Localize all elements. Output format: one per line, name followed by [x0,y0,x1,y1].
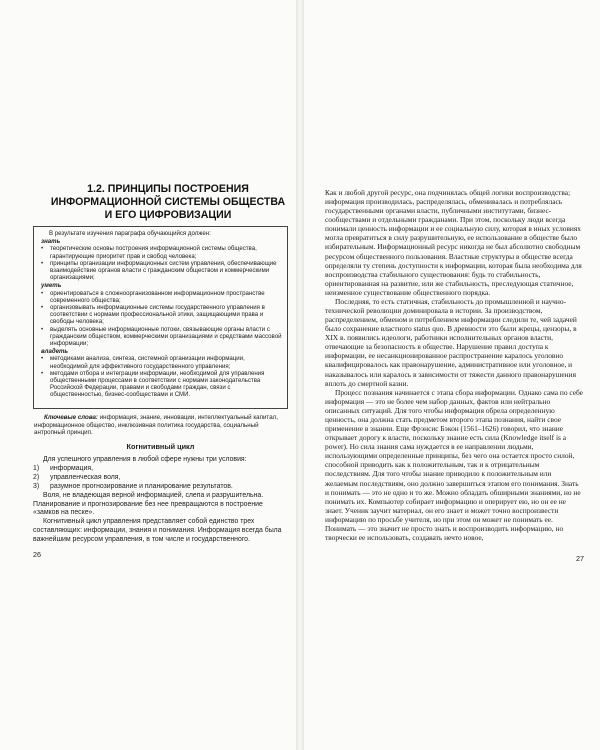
bullet-icon: • [41,289,44,297]
bullet-icon: • [41,369,44,377]
list-number: 3) [33,482,40,490]
objective-item [41,326,282,348]
bullet-icon: • [41,355,44,363]
objectives-section-label: знать [41,238,61,246]
chapter-title-line: И ЕГО ЦИФРОВИЗАЦИИ [104,209,232,221]
objective-item [41,355,282,369]
objective-text: принципы организации информационных систем управления, обеспечивающие взаимодействие органов власти с гражданским обществом и коммерческими организациями; [50,259,277,282]
bullet-icon: • [41,304,44,312]
objective-item [41,304,282,326]
page-number: 27 [576,554,584,563]
bullet-icon: • [41,259,44,267]
right-page [304,0,600,750]
paragraph: Как и любой другой ресурс, она подчинялась общей логики воспроизводства; информация производилась, распределялась, обменивалась и потреблялась государственными органами власти, публичными институтами, бизнес-сообществами и отдельными гражданами. При этом, поскольку люди всегда понимали ценность информации и ее социальную силу, которая в иных условиях могла превратиться в силу разрушительную, ее использование в обществе было избирательным. Информационный ресурс никогда не был абсолютно свободным ресурсом общественного пользования. Властные структуры в обществе всегда определяли ту степень доступности к информации, которая была необходима для воспроизводства стабильного существования: будь то стабильность, ориентированная на развитие, или же стабильность, преследующая статичное, неизменное существование общественного порядка. [325,188,582,297]
list-item [33,465,289,474]
right-body-text [325,188,583,542]
objectives-section-label: владеть [41,348,69,356]
list-number: 1) [33,464,40,472]
learning-objectives-box [33,226,288,409]
left-page [0,0,296,750]
paragraph: Когнитивный цикл управления представляет собой единство трех составляющих: информации, знания и понимания. Информация всегда была важнейшим ресурсом управления, в том числе и государственного. [33,518,282,544]
objective-text: теоретические основы построения информационной системы общества, гарантирующие приоритет прав и свобод человека; [50,245,257,260]
section-heading: Когнитивный цикл [126,442,195,451]
keywords-text: информация, знание, инновации, интеллектуальный капитал, информационное общество, инклюзивная политика государства, социальный антропный принцип. [34,414,278,437]
list-item [33,474,289,483]
paragraph: Для успешного управления в любой сфере нужны три условия: [43,456,247,463]
list-item [33,483,289,492]
paragraph: Воля, не владеющая верной информацией, слепа и разрушительна. Планирование и прогнозирование без нее превращаются в построение «замков на песке». [33,491,264,517]
bullet-icon: • [41,245,44,253]
chapter-title-line: ИНФОРМАЦИОННОЙ СИСТЕМЫ ОБЩЕСТВА [50,196,286,208]
objectives-section-label: уметь [41,282,62,290]
objective-text: выделять основные информационные потоки, связывающие органы власти с гражданским обществом, коммерческими организациями и средствами массовой информации; [50,325,282,348]
objective-item [41,370,282,399]
page-number: 26 [33,550,41,559]
left-body-text [33,456,289,545]
paragraph: Последняя, то есть статичная, стабильность до промышленной и научно-технической революции доминировала в истории. За производством, распределением, обменом и потреблением информации следили те, чей задачей было сохранение властного status quo. В древности это были жрецы, цензоры, в XIX в. появились идеологи, работники исполнительных органов власти, отвечающие за безопасность в обществе. Нарушение правил доступа к информации, ее несанкционированное распространение каралось уголовно квалифицировалось как правонарушение, административное или уголовное, и наказывалось или каралось в зависимости от тяжести данного правонарушения вплоть до смертной казни. [325,296,577,388]
list-text: информация, [50,464,93,472]
objective-item [41,290,282,304]
chapter-title-line: 1.2. ПРИНЦИПЫ ПОСТРОЕНИЯ [87,183,249,195]
bullet-icon: • [41,325,44,333]
list-number: 2) [33,473,40,481]
objective-text: методиками анализа, синтеза, системной организации информации, необходимой для эффективного государственного управления; [50,355,245,370]
objectives-intro: В результате изучения параграфа обучающийся должен: [49,230,211,237]
objective-item [41,245,282,259]
objective-item [41,260,282,282]
book-gutter [296,0,304,750]
paragraph: Процесс познания начинается с этапа сбора информации. Однако сама по себе информация — это не более чем набор данных, фактов или нейтрально описанных ситуаций. Для того чтобы информация обрела определенную ценность, она должна стать предметом второго этапа познания, найти свое применение в знании. Еще Фрэнсис Бэкон (1561–1626) говорил, что знание открывает дорогу к власти, поскольку знание есть сила (Knowledge itself is a power). Но сила знания сама нуждается в ее направлении людьми, использующими определенные принципы, без чего она остается просто силой, способной приводить как к положительным, так и к отрицательным последствиям. Для того чтобы знание приводило к положительным или желаемым последствиям, оно должно завершиться этапом его понимания. Знать и понимать — это не одно и то же. Можно обладать обширными знаниями, но не понимать их. Компьютер собирает информацию и оперирует ею, но он ее не знает. Ученик заучит материал, он его знает и может точно воспроизвести информацию по просьбе учителя, но при этом он может не понимать ее. Понимать — это значит не просто знать и воспроизводить информацию, но творчески ее использовать, создавать нечто новое, [325,387,583,542]
list-text: разумное прогнозирование и планирование результатов. [50,482,233,490]
objective-text: ориентироваться в сложноорганизованном информационном пространстве современного общества; [50,289,265,304]
objective-text: организовывать информационные системы государственного управления в соответствии с нормами профессиональной этики, защищающими права и свободы человека; [50,304,265,326]
list-text: управленческая воля, [50,473,121,481]
keywords [34,414,286,437]
objective-text: методами отбора и интеграции информации, необходимой для управления общественными процессами в соответствии с нормами законодательства Российской Федерации, правами и свободами граждан, связи с общественностью, бизнес-сообществами и СМИ. [50,369,265,399]
chapter-title [48,183,288,222]
keywords-label: Ключевые слова: [44,414,98,421]
